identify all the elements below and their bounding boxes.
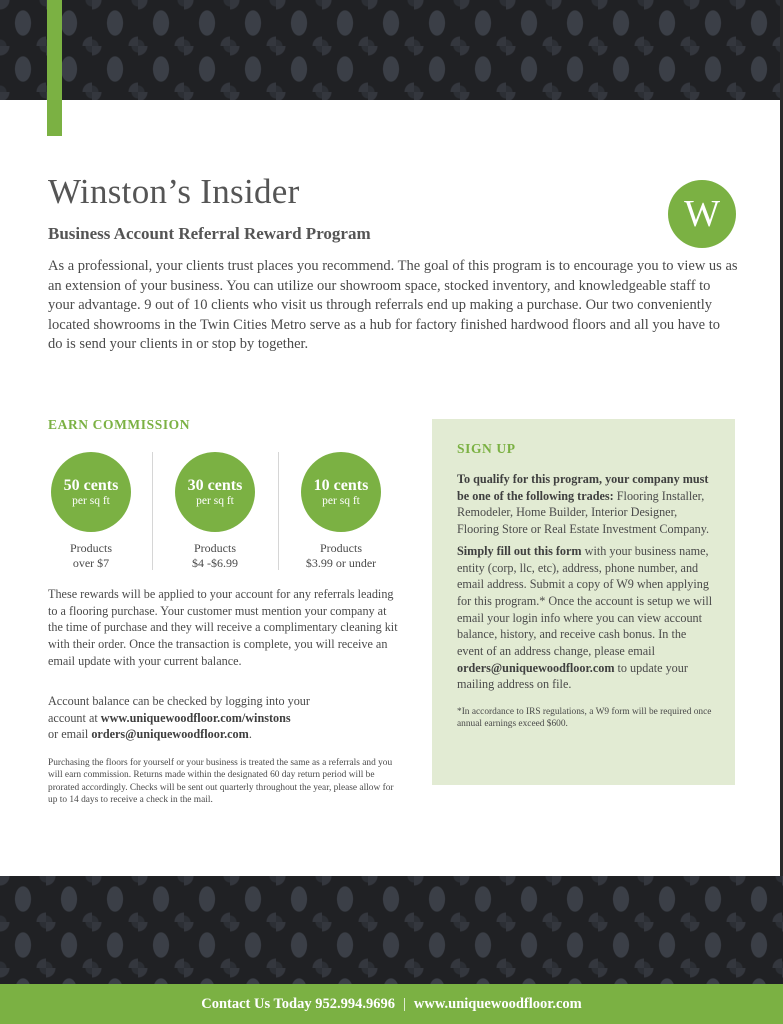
signup-email-link[interactable]: orders@uniquewoodfloor.com xyxy=(457,660,615,675)
tier-10-cents xyxy=(278,452,404,571)
tier-products xyxy=(152,541,278,571)
tier-badge xyxy=(51,452,131,532)
footer-separator: | xyxy=(403,996,406,1012)
tier-price-range: $4 -$6.99 xyxy=(192,556,238,570)
tier-products xyxy=(278,541,404,571)
balance-paragraph: Account balance can be checked by logging into your account at www.uniquewoodfloor.com/winstons or email orders@uniquewoodfloor.com. xyxy=(48,694,310,742)
page-title: Winston’s Insider xyxy=(48,172,300,211)
signup-heading: SIGN UP xyxy=(457,441,516,456)
tier-badge xyxy=(301,452,381,532)
damask-header-band xyxy=(0,0,783,100)
signup-panel xyxy=(432,419,735,785)
contact-phone[interactable]: Contact Us Today 952.994.9696 xyxy=(201,996,395,1012)
tier-products-label: Products xyxy=(70,541,112,555)
tier-unit: per sq ft xyxy=(322,494,360,507)
balance-text: Account balance can be checked by logging into your account at xyxy=(48,694,310,725)
tier-30-cents xyxy=(152,452,278,571)
qualify-paragraph xyxy=(457,471,715,538)
tier-amount: 10 cents xyxy=(313,476,369,494)
green-accent-bar xyxy=(47,0,62,136)
tier-amount: 50 cents xyxy=(63,476,119,494)
orders-email-link[interactable]: orders@uniquewoodfloor.com xyxy=(91,727,249,742)
tier-price-range: $3.99 or under xyxy=(305,556,377,570)
tier-price-range: over $7 xyxy=(72,556,110,570)
form-instructions: Simply fill out this form with your business name, entity (corp, llc, etc), address, phone number, and email address. Submit a copy of W9 when applying for this program.* Once the account is setup we will email your login info where you can view account balance, history, and receive cash bonus. In the event of an address change, please email orders@uniquewoodfloor.com to update your mailing address on file. xyxy=(457,543,713,692)
tier-badge xyxy=(175,452,255,532)
winstons-logo: W xyxy=(668,180,736,248)
trades-list: Flooring Installer, Remodeler, Home Builder, Interior Designer, Flooring Store or Real Estate Investment Company. xyxy=(457,488,710,537)
intro-paragraph: As a professional, your clients trust places you recommend. The goal of this program is to encourage you to view us as an extension of your business. You can utilize our showroom space, stocked inventory, and knowledgeable staff to your advantage. 9 out of 10 clients who visit us through referrals end up making a purchase. Our two conveniently located showrooms in the Twin Cities Metro serve as a hub for factory finished hardwood floors and all you have to do is send your clients in or stop by together. xyxy=(48,258,738,352)
qualify-bold: To qualify for this program, your company must be one of the following trades: xyxy=(457,472,709,503)
fine-print: Purchasing the floors for yourself or your business is treated the same as a referrals and you will earn commission. Returns made within the designated 60 day return period will be prorated accordingly. Checks will be sent out quarterly throughout the year, please allow for up to 14 days to receive a check in the mail. xyxy=(48,758,394,805)
rewards-paragraph: These rewards will be applied to your account for any referrals leading to a flooring purchase. Your customer must mention your company at the time of purchase and they will receive a complimentary cleaning kit with their order. Once the transaction is complete, you will receive an email update with your current balance. xyxy=(48,587,398,668)
tier-50-cents xyxy=(28,452,154,571)
tier-products-label: Products xyxy=(194,541,236,555)
earn-commission-heading: EARN COMMISSION xyxy=(48,417,191,432)
fill-form-bold: Simply fill out this form xyxy=(457,543,582,558)
tier-amount: 30 cents xyxy=(187,476,243,494)
page-subtitle: Business Account Referral Reward Program xyxy=(48,224,371,243)
tier-products xyxy=(28,541,154,571)
irs-note: *In accordance to IRS regulations, a W9 form will be required once annual earnings exceed $600. xyxy=(457,707,712,730)
account-url-link[interactable]: www.uniquewoodfloor.com/winstons xyxy=(100,710,291,725)
balance-text-email: or email xyxy=(48,727,92,742)
tier-unit: per sq ft xyxy=(72,494,110,507)
damask-footer-band xyxy=(0,876,783,984)
tier-unit: per sq ft xyxy=(196,494,234,507)
website-link[interactable]: www.uniquewoodfloor.com xyxy=(413,996,582,1012)
contact-footer xyxy=(0,984,783,1024)
tier-products-label: Products xyxy=(320,541,362,555)
